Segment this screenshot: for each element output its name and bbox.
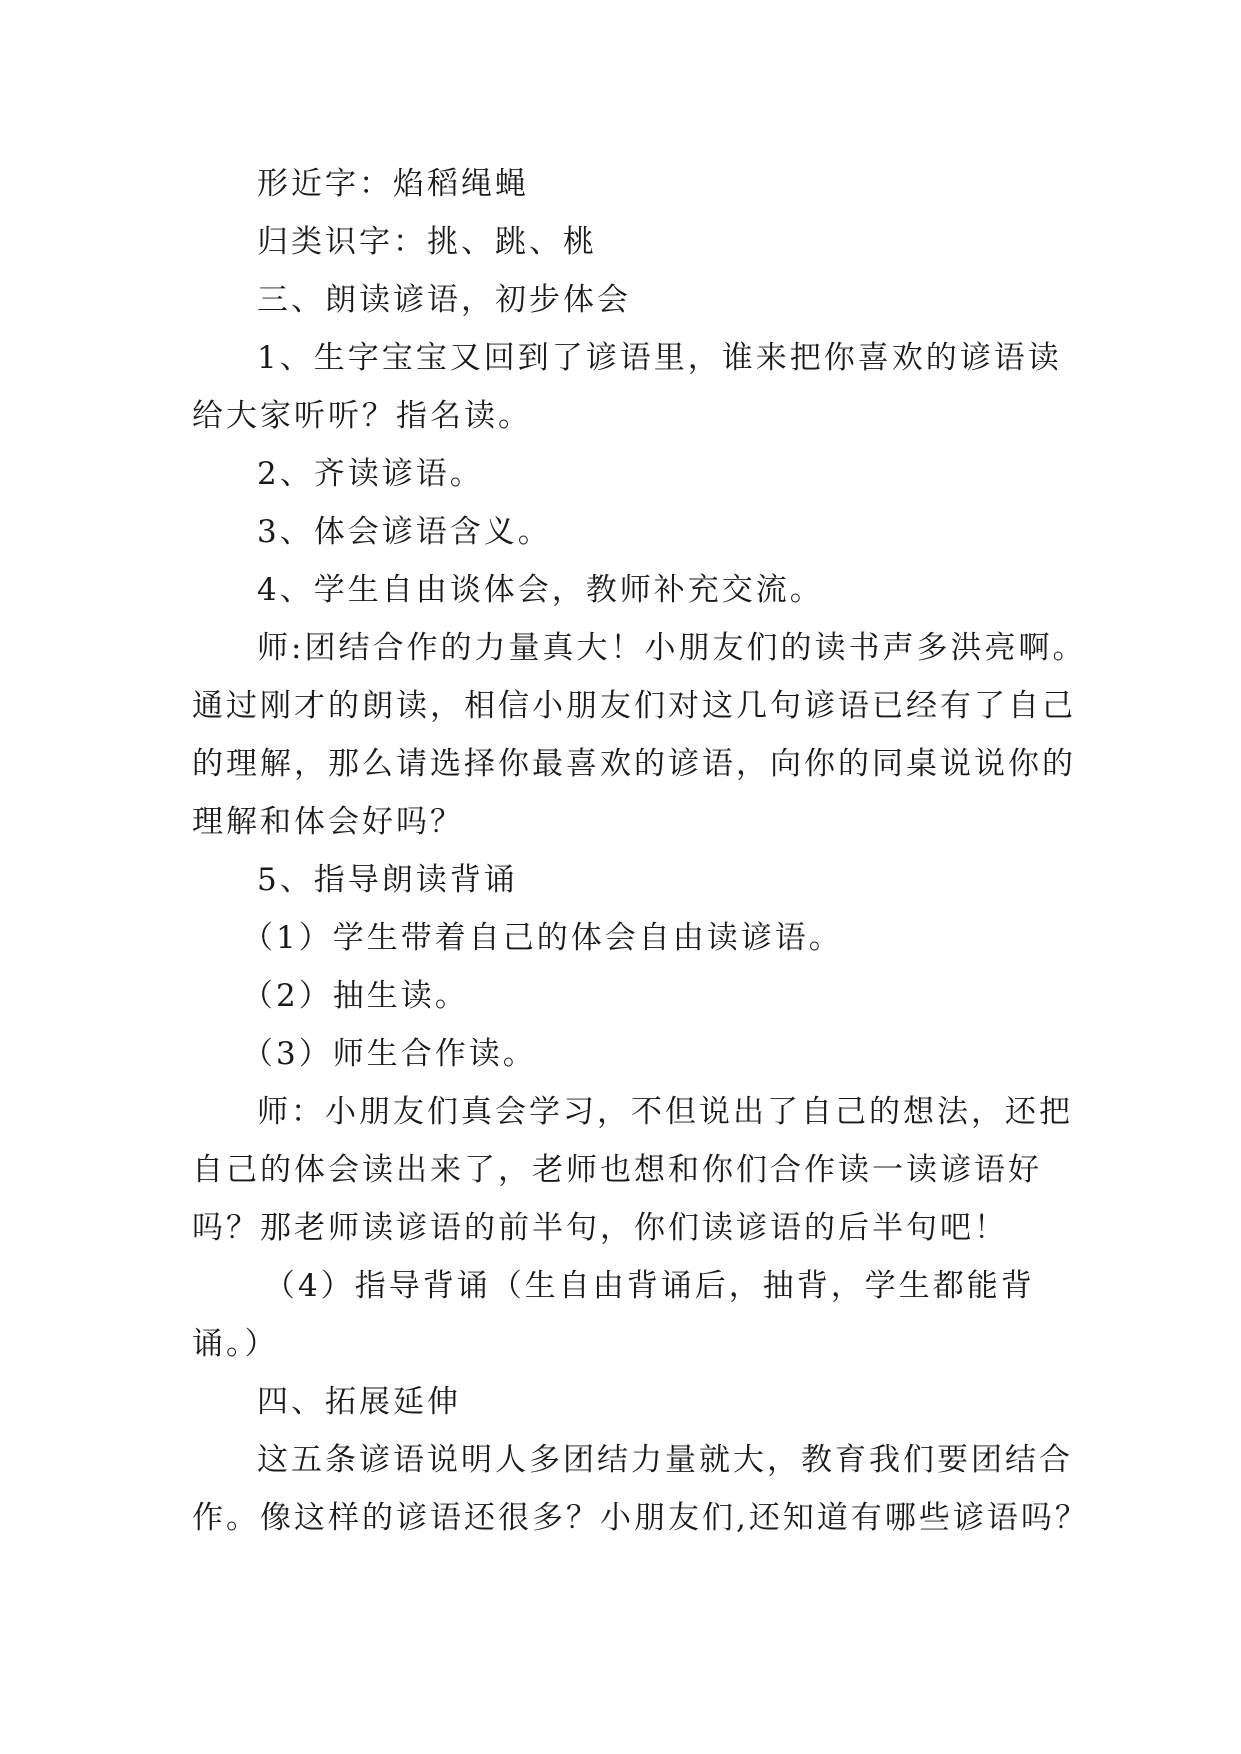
text-line: 自己的体会读出来了，老师也想和你们合作读一读谚语好 bbox=[192, 1152, 1042, 1188]
text-line: 形近字：焰稻绳蝇 bbox=[257, 166, 529, 202]
text-line: 归类识字：挑、跳、桃 bbox=[257, 224, 597, 260]
section-heading: 四、拓展延伸 bbox=[257, 1384, 461, 1420]
document-body bbox=[192, 155, 1089, 1547]
text-line: 2、齐读谚语。 bbox=[257, 456, 484, 492]
text-line: （2）抽生读。 bbox=[242, 978, 469, 1014]
text-line: 师：小朋友们真会学习，不但说出了自己的想法，还把 bbox=[257, 1094, 1073, 1130]
text-line: （3）师生合作读。 bbox=[242, 1036, 537, 1072]
text-line: 的理解，那么请选择你最喜欢的谚语，向你的同桌说说你的 bbox=[192, 746, 1076, 782]
text-line: 3、体会谚语含义。 bbox=[257, 514, 552, 550]
text-line: 5、指导朗读背诵 bbox=[257, 862, 518, 898]
text-line: （1）学生带着自己的体会自由读谚语。 bbox=[242, 920, 843, 956]
text-line: 诵。） bbox=[192, 1326, 279, 1362]
text-line: 吗？那老师读谚语的前半句，你们读谚语的后半句吧！ bbox=[192, 1210, 1008, 1246]
text-line: 给大家听听？指名读。 bbox=[192, 398, 532, 434]
section-heading: 三、朗读谚语，初步体会 bbox=[257, 282, 631, 318]
text-line: 1、生字宝宝又回到了谚语里，谁来把你喜欢的谚语读 bbox=[257, 340, 1062, 376]
text-line: 作。像这样的谚语还很多？小朋友们,还知道有哪些谚语吗？ bbox=[192, 1500, 1089, 1536]
text-line: （4）指导背诵（生自由背诵后，抽背，学生都能背 bbox=[264, 1268, 1035, 1304]
text-line: 这五条谚语说明人多团结力量就大，教育我们要团结合 bbox=[257, 1442, 1073, 1478]
text-line: 通过刚才的朗读，相信小朋友们对这几句谚语已经有了自己 bbox=[192, 688, 1076, 724]
text-line: 4、学生自由谈体会，教师补充交流。 bbox=[257, 572, 824, 608]
text-line: 师:团结合作的力量真大！小朋友们的读书声多洪亮啊。 bbox=[257, 630, 1087, 666]
text-line: 理解和体会好吗？ bbox=[192, 804, 464, 840]
